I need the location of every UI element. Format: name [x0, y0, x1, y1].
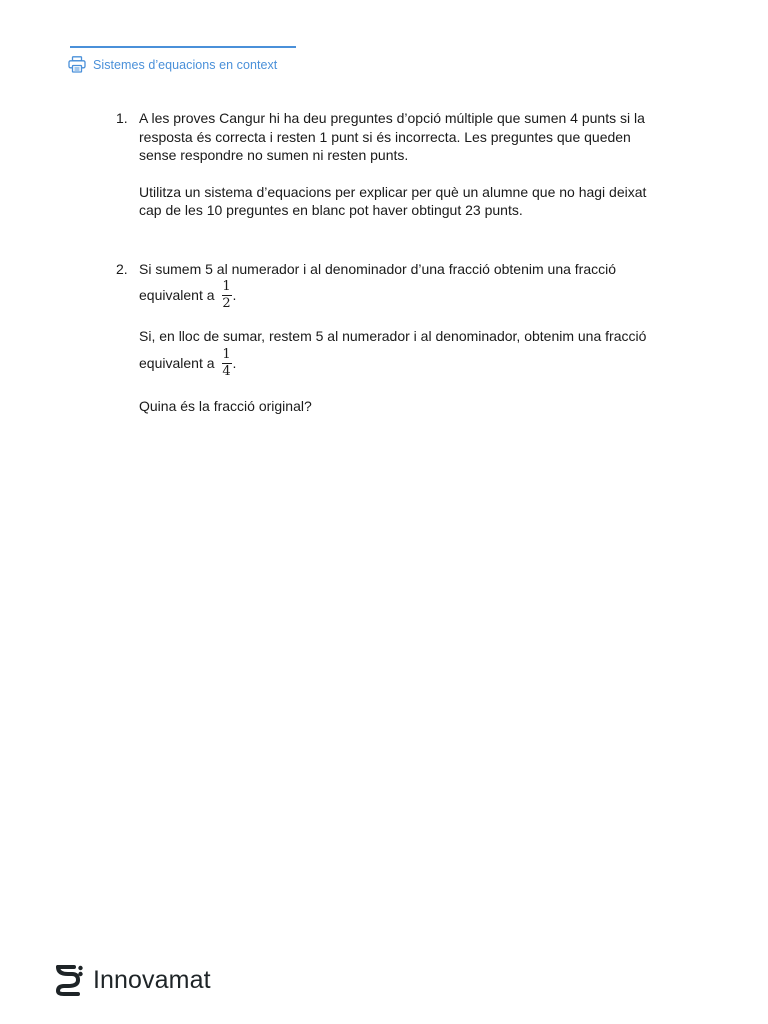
header-rule — [70, 46, 296, 48]
fraction-line-2 — [139, 348, 656, 379]
fraction-denominator: 4 — [222, 363, 231, 379]
fraction-one-quarter — [222, 348, 232, 379]
question-number: 1. — [116, 110, 128, 126]
document-header — [68, 56, 277, 73]
brand-name: Innovamat — [93, 965, 211, 994]
innovamat-logo-icon — [56, 964, 84, 996]
fraction-numerator: 1 — [222, 279, 231, 294]
period: . — [232, 354, 237, 371]
period: . — [232, 287, 237, 304]
question-list — [116, 109, 656, 415]
printer-icon[interactable] — [68, 56, 86, 73]
fraction-prefix: equivalent a — [139, 354, 215, 371]
question-1 — [116, 109, 656, 220]
question-body — [139, 260, 656, 416]
fraction-denominator: 2 — [222, 296, 231, 311]
fraction-numerator: 1 — [222, 346, 231, 362]
fraction-one-half — [222, 280, 232, 311]
fraction-prefix: equivalent a — [139, 287, 215, 304]
fraction-line-1 — [139, 280, 656, 311]
question-number: 2. — [116, 260, 128, 277]
question-1-statement: A les proves Cangur hi ha deu preguntes d’opció múltiple que sumen 4 punts si la resposta és correcta i resten 1 punt si és incorrecta. Les preguntes que queden sense respondre no sumen ni resten punts. — [139, 110, 645, 163]
question-1-task: Utilitza un sistema d’equacions per explicar per què un alumne que no hagi deixat cap de les 10 preguntes en blanc pot haver obtingut 23 punts. — [139, 183, 647, 218]
document-title: Sistemes d’equacions en context — [93, 57, 278, 72]
question-2-statement: Si sumem 5 al numerador i al denominador d’una fracció obtenim una fracció — [139, 260, 617, 277]
question-2-prompt: Quina és la fracció original? — [139, 397, 312, 414]
footer-logo — [56, 964, 211, 996]
question-2-condition: Si, en lloc de sumar, restem 5 al numerador i al denominador, obtenim una fracció — [139, 328, 647, 344]
question-2 — [116, 260, 656, 416]
question-body — [139, 109, 656, 220]
